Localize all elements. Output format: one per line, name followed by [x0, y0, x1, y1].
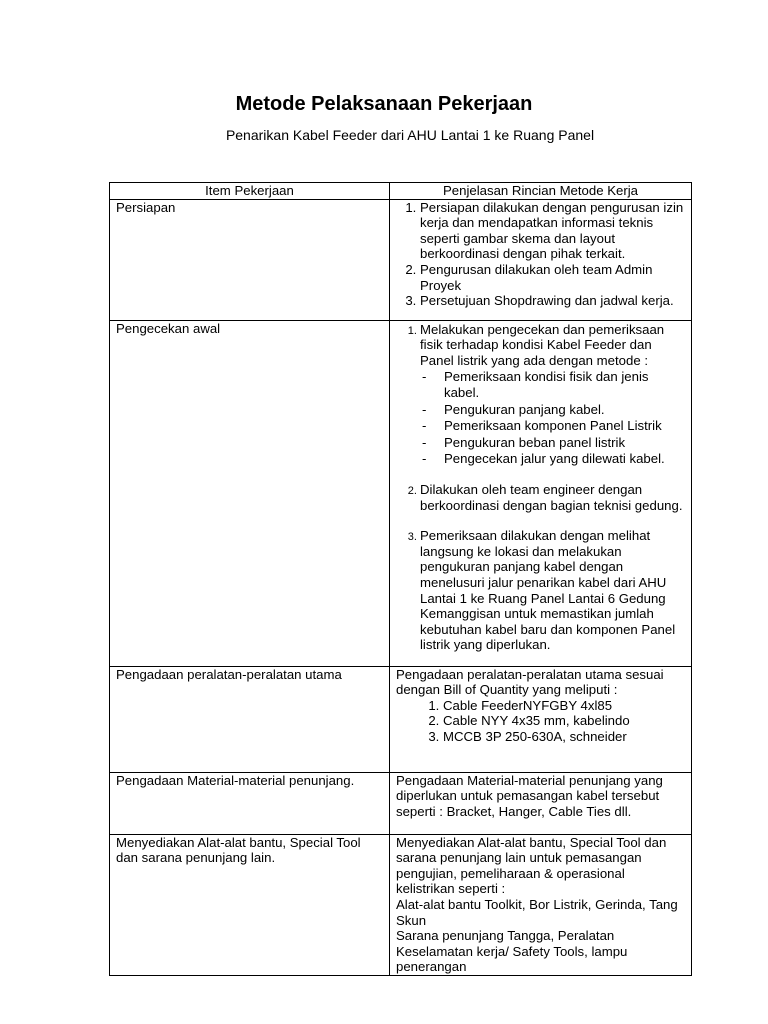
work-method-table	[109, 182, 692, 976]
list-item: 2. Dilakukan oleh team engineer dengan berkoordinasi dengan bagian teknisi gedung.	[420, 482, 685, 513]
paragraph: Sarana penunjang Tangga, Peralatan Keselamatan kerja/ Safety Tools, lampu penerangan	[396, 928, 628, 975]
table-row	[110, 772, 692, 834]
list-item: - Pemeriksaan komponen Panel Listrik	[444, 418, 685, 434]
item-cell: Menyediakan Alat-alat bantu, Special Tool dan sarana penunjang lain.	[110, 834, 390, 975]
paragraph: Pengadaan peralatan-peralatan utama sesuai dengan Bill of Quantity yang meliputi :	[396, 666, 664, 698]
list-item: 1. Cable FeederNYFGBY 4xl85	[443, 698, 685, 714]
document-title: Metode Pelaksanaan Pekerjaan	[235, 93, 533, 115]
header-penjelasan: Penjelasan Rincian Metode Kerja	[390, 183, 692, 200]
description-cell	[390, 666, 692, 772]
paragraph: Menyediakan Alat-alat bantu, Special Tool dan sarana penunjang lain untuk pemasangan pengujian, pemeliharaan & operasional kelistrikan seperti :	[396, 834, 667, 897]
description-cell: Pengadaan Material-material penunjang yang diperlukan untuk pemasangan kabel tersebut seperti : Bracket, Hanger, Cable Ties dll.	[390, 772, 692, 834]
equipment-list	[396, 698, 685, 745]
document-subtitle: Penarikan Kabel Feeder dari AHU Lantai 1 ke Ruang Panel	[225, 127, 595, 143]
list-item: 3. Pemeriksaan dilakukan dengan melihat langsung ke lokasi dan melakukan pengukuran panjang kabel dengan menelusuri jalur penarikan kabel dari AHU Lantai 1 ke Ruang Panel Lantai 6 Gedung Kemanggisan untuk memastikan jumlah kebutuhan kabel baru dan komponen Panel listrik yang diperlukan.	[420, 528, 685, 653]
paragraph: Alat-alat bantu Toolkit, Bor Listrik, Gerinda, Tang Skun	[396, 896, 678, 928]
table-row	[110, 834, 692, 975]
step-list	[396, 200, 685, 309]
list-item: 3. MCCB 3P 250-630A, schneider	[443, 729, 685, 745]
description-cell	[390, 199, 692, 320]
method-list	[420, 369, 685, 467]
description-cell	[390, 320, 692, 666]
item-cell: Pengadaan peralatan-peralatan utama	[110, 666, 390, 772]
step-list	[396, 322, 685, 653]
list-item: 1. Persiapan dilakukan dengan pengurusan izin kerja dan mendapatkan informasi teknis seperti gambar skema dan layout berkoordinasi dengan pihak terkait.	[420, 200, 685, 262]
list-item: - Pengukuran beban panel listrik	[444, 435, 685, 451]
item-cell: Pengadaan Material-material penunjang.	[110, 772, 390, 834]
list-item: 3. Persetujuan Shopdrawing dan jadwal kerja.	[420, 293, 685, 309]
list-item: 2. Pengurusan dilakukan oleh team Admin Proyek	[420, 262, 685, 293]
list-item: - Pemeriksaan kondisi fisik dan jenis kabel.	[444, 369, 685, 400]
description-cell	[390, 834, 692, 975]
table-row	[110, 666, 692, 772]
list-item: - Pengukuran panjang kabel.	[444, 402, 685, 418]
step-text: Melakukan pengecekan dan pemeriksaan fisik terhadap kondisi Kabel Feeder dan Panel listrik yang ada dengan metode :	[420, 321, 665, 368]
table-row	[110, 320, 692, 666]
list-item	[420, 322, 685, 467]
table-row	[110, 199, 692, 320]
list-item: 2. Cable NYY 4x35 mm, kabelindo	[443, 713, 685, 729]
item-cell: Persiapan	[110, 199, 390, 320]
item-cell: Pengecekan awal	[110, 320, 390, 666]
header-item-pekerjaan: Item Pekerjaan	[110, 183, 390, 200]
table-header-row	[110, 183, 692, 200]
list-item: - Pengecekan jalur yang dilewati kabel.	[444, 451, 685, 467]
